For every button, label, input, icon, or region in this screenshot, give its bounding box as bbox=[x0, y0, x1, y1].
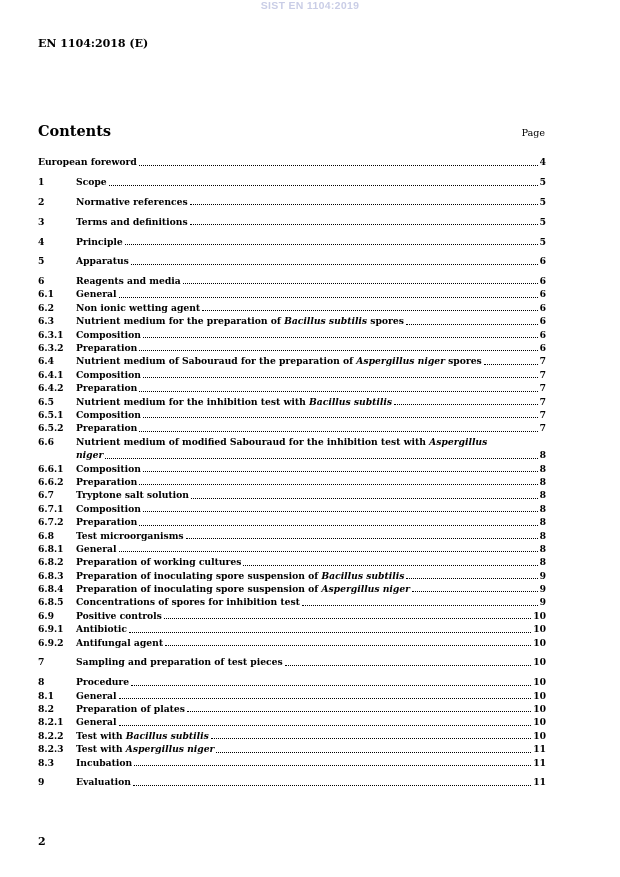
toc-leader-dots bbox=[484, 364, 538, 365]
toc-entry-number: 6.6 bbox=[38, 436, 54, 448]
toc-entry-title-italic: Bacillus subtilis bbox=[309, 396, 393, 408]
toc-entry-title-text: Antibiotic bbox=[76, 624, 127, 636]
toc-leader-dots bbox=[187, 711, 531, 712]
toc-leader-dots bbox=[139, 165, 538, 166]
toc-entry-title bbox=[76, 370, 141, 381]
toc-entry-page: 7 bbox=[539, 383, 546, 395]
toc-entry-page: 11 bbox=[533, 744, 546, 756]
toc-leader-dots bbox=[105, 458, 537, 459]
toc-entry[interactable] bbox=[38, 608, 546, 621]
toc-entry-page: 8 bbox=[539, 503, 546, 515]
toc-entry-number: 8.3 bbox=[38, 757, 54, 769]
toc-entry-title-text: Antifungal agent bbox=[76, 637, 164, 649]
toc-entry-page: 10 bbox=[533, 730, 546, 742]
page-column-label: Page bbox=[521, 128, 545, 139]
toc-leader-dots bbox=[406, 578, 537, 579]
toc-entry-title-text: Non ionic wetting agent bbox=[76, 302, 201, 314]
toc-entry-page: 10 bbox=[533, 703, 546, 715]
toc-entry[interactable] bbox=[38, 214, 546, 227]
toc-entry-page: 9 bbox=[539, 584, 546, 596]
toc-entry-number: 6.6.2 bbox=[38, 476, 64, 488]
toc-entry-number: 8.2.1 bbox=[38, 717, 64, 729]
toc-entry-number: 6.3.1 bbox=[38, 329, 64, 341]
toc-leader-dots bbox=[211, 738, 531, 739]
toc-leader-dots bbox=[285, 665, 532, 666]
toc-entry-title-text: Nutrient medium of modified Sabouraud for the inhibition test with bbox=[76, 436, 430, 448]
toc-leader-dots bbox=[190, 224, 538, 225]
toc-entry-page: 6 bbox=[539, 289, 546, 301]
toc-entry[interactable] bbox=[38, 234, 546, 247]
toc-entry-number: 8.1 bbox=[38, 690, 54, 702]
toc-leader-dots bbox=[202, 310, 537, 311]
toc-entry-page: 8 bbox=[539, 476, 546, 488]
toc-leader-dots bbox=[143, 511, 538, 512]
document-id: EN 1104:2018 (E) bbox=[38, 37, 149, 50]
footer-page-number: 2 bbox=[38, 835, 46, 848]
toc-entry-number: 6 bbox=[38, 276, 45, 288]
toc-entry[interactable] bbox=[38, 501, 546, 514]
toc-entry-title bbox=[76, 383, 137, 394]
toc-entry-title bbox=[76, 256, 129, 267]
toc-entry-page: 10 bbox=[533, 624, 546, 636]
toc-entry[interactable] bbox=[38, 775, 546, 788]
toc-entry-title-italic: Aspergillus bbox=[429, 436, 488, 448]
toc-entry-title-text: Preparation bbox=[76, 476, 138, 488]
toc-entry-title bbox=[38, 157, 137, 168]
toc-entry[interactable] bbox=[38, 421, 546, 434]
toc-entry-title bbox=[76, 397, 392, 408]
toc-entry-page: 9 bbox=[539, 597, 546, 609]
toc-leader-dots bbox=[139, 431, 537, 432]
toc-leader-dots bbox=[139, 350, 537, 351]
toc-entry-number: 6.7 bbox=[38, 490, 54, 502]
toc-entry[interactable] bbox=[38, 582, 546, 595]
toc-leader-dots bbox=[119, 551, 538, 552]
toc-entry-title bbox=[76, 744, 214, 755]
toc-leader-dots bbox=[133, 785, 531, 786]
toc-entry-page: 8 bbox=[539, 557, 546, 569]
toc-entry-page: 9 bbox=[539, 570, 546, 582]
toc-entry-title-text: Preparation of inoculating spore suspension of bbox=[76, 584, 322, 596]
toc-leader-dots bbox=[131, 264, 538, 265]
toc-leader-dots bbox=[143, 337, 538, 338]
toc-entry-number: 6.8.3 bbox=[38, 570, 64, 582]
toc-entry-title bbox=[76, 584, 410, 595]
toc-entry-title-text: Preparation of inoculating spore suspension of bbox=[76, 570, 322, 582]
toc-entry-number: 3 bbox=[38, 216, 45, 228]
toc-entry-title bbox=[76, 197, 188, 208]
toc-entry-title-italic: Aspergillus niger bbox=[321, 584, 411, 596]
toc-leader-dots bbox=[302, 605, 538, 606]
toc-entry[interactable] bbox=[38, 195, 546, 208]
toc-entry-title-text: Scope bbox=[76, 177, 107, 189]
toc-entry-title-text: Incubation bbox=[76, 757, 133, 769]
toc-leader-dots bbox=[186, 538, 538, 539]
toc-entry-number: 6.8.1 bbox=[38, 543, 64, 555]
toc-entry-title bbox=[76, 276, 181, 287]
toc-entry-title-text: Composition bbox=[76, 329, 141, 341]
toc-entry-page: 8 bbox=[539, 450, 546, 462]
toc-entry-page: 5 bbox=[539, 196, 546, 208]
toc-entry[interactable] bbox=[38, 155, 546, 168]
toc-entry[interactable] bbox=[38, 354, 546, 367]
toc-entry-title-text: Test with bbox=[76, 744, 126, 756]
toc-entry-number: 6.3 bbox=[38, 316, 54, 328]
toc-entry-page: 7 bbox=[539, 396, 546, 408]
toc-leader-dots bbox=[119, 725, 532, 726]
toc-leader-dots bbox=[216, 752, 531, 753]
toc-entry-title-italic: Bacillus subtilis bbox=[321, 570, 405, 582]
toc-entry-title-text: Preparation bbox=[76, 423, 138, 435]
toc-entry[interactable] bbox=[38, 394, 546, 407]
toc-entry-number: 7 bbox=[38, 657, 45, 669]
toc-leader-dots bbox=[139, 391, 537, 392]
toc-entry[interactable] bbox=[38, 715, 546, 728]
toc-entry-number: 6.6.1 bbox=[38, 463, 64, 475]
toc-entry-title bbox=[76, 544, 117, 555]
toc-entry-page: 4 bbox=[539, 157, 546, 169]
toc-entry-page: 8 bbox=[539, 463, 546, 475]
toc-entry[interactable] bbox=[38, 622, 546, 635]
toc-entry-title-italic: Aspergillus niger bbox=[356, 356, 445, 368]
toc-entry[interactable] bbox=[38, 675, 546, 688]
toc-entry-number: 6.8.2 bbox=[38, 557, 64, 569]
toc-entry[interactable] bbox=[38, 274, 546, 287]
toc-entry-title-text: Composition bbox=[76, 463, 141, 475]
toc-entry-title-text: Preparation bbox=[76, 383, 138, 395]
toc-entry[interactable] bbox=[38, 555, 546, 568]
toc-entry-number: 6.1 bbox=[38, 289, 54, 301]
toc-entry-title-text: Tryptone salt solution bbox=[76, 490, 189, 502]
toc-entry-title-text: Nutrient medium for the preparation of bbox=[76, 316, 285, 328]
toc-entry-title bbox=[76, 450, 103, 461]
toc-leader-dots bbox=[125, 244, 538, 245]
toc-entry-page: 5 bbox=[539, 177, 546, 189]
toc-entry[interactable] bbox=[38, 655, 546, 668]
toc-entry-title bbox=[76, 704, 185, 715]
toc-leader-dots bbox=[131, 685, 531, 686]
toc-entry-title-text: Reagents and media bbox=[76, 276, 181, 288]
toc-entry[interactable] bbox=[38, 448, 546, 461]
toc-entry-title-text: European foreword bbox=[38, 157, 137, 169]
toc-entry-number: 4 bbox=[38, 236, 45, 248]
toc-entry-title-text: Test with bbox=[76, 730, 126, 742]
toc-entry[interactable] bbox=[38, 568, 546, 581]
toc-entry-page: 5 bbox=[539, 216, 546, 228]
toc-leader-dots bbox=[190, 204, 538, 205]
toc-entry-title-text: Preparation bbox=[76, 517, 138, 529]
toc-entry[interactable] bbox=[38, 515, 546, 528]
toc-entry-number: 6.4.2 bbox=[38, 383, 64, 395]
toc-entry[interactable] bbox=[38, 475, 546, 488]
toc-entry-title-text: Principle bbox=[76, 236, 123, 248]
toc-leader-dots bbox=[183, 283, 538, 284]
toc-entry-title bbox=[76, 356, 482, 367]
toc-entry-page: 10 bbox=[533, 717, 546, 729]
toc-leader-dots bbox=[191, 498, 538, 499]
toc-entry-page: 11 bbox=[533, 777, 546, 789]
toc-entry[interactable] bbox=[38, 528, 546, 541]
toc-entry-number: 8.2 bbox=[38, 703, 54, 715]
toc-leader-dots bbox=[139, 525, 537, 526]
toc-leader-dots bbox=[119, 698, 532, 699]
toc-entry-number: 6.8.4 bbox=[38, 584, 64, 596]
toc-entry[interactable] bbox=[38, 367, 546, 380]
toc-entry-title-text: Preparation bbox=[76, 343, 138, 355]
toc-entry-title-italic: niger bbox=[76, 450, 104, 462]
toc-entry-number: 6.5.1 bbox=[38, 409, 64, 421]
toc-leader-dots bbox=[143, 471, 538, 472]
toc-entry[interactable] bbox=[38, 728, 546, 741]
toc-entry-title-text: spores bbox=[367, 316, 404, 328]
toc-entry-number: 6.5.2 bbox=[38, 423, 64, 435]
toc-entry[interactable] bbox=[38, 635, 546, 648]
table-of-contents bbox=[38, 155, 546, 788]
toc-entry-page: 8 bbox=[539, 517, 546, 529]
toc-entry-title bbox=[76, 464, 141, 475]
toc-entry-number: 6.7.2 bbox=[38, 517, 64, 529]
toc-entry[interactable] bbox=[38, 688, 546, 701]
toc-entry[interactable] bbox=[38, 327, 546, 340]
toc-entry-title bbox=[76, 437, 487, 448]
toc-entry-title bbox=[76, 777, 131, 788]
toc-entry-number: 9 bbox=[38, 777, 45, 789]
toc-entry-number: 6.9 bbox=[38, 610, 54, 622]
toc-entry-title bbox=[76, 624, 127, 635]
toc-entry-title-text: Preparation of plates bbox=[76, 703, 185, 715]
toc-entry-title-text: spores bbox=[444, 356, 482, 368]
toc-entry-title bbox=[76, 517, 137, 528]
toc-entry-title bbox=[76, 758, 132, 769]
toc-entry[interactable] bbox=[38, 314, 546, 327]
toc-leader-dots bbox=[243, 565, 537, 566]
toc-entry-title bbox=[76, 731, 209, 742]
toc-entry-title-text: Nutrient medium for the inhibition test with bbox=[76, 396, 310, 408]
toc-entry-title bbox=[76, 504, 141, 515]
toc-entry-title-italic: Bacillus subtilis bbox=[125, 730, 209, 742]
toc-leader-dots bbox=[143, 377, 538, 378]
toc-entry-number: 6.3.2 bbox=[38, 343, 64, 355]
toc-entry[interactable] bbox=[38, 175, 546, 188]
toc-entry-title-italic: Bacillus subtilis bbox=[284, 316, 368, 328]
toc-entry-title-text: Positive controls bbox=[76, 610, 162, 622]
toc-entry-title-text: Composition bbox=[76, 409, 141, 421]
watermark: SIST EN 1104:2019 bbox=[260, 0, 360, 12]
toc-leader-dots bbox=[165, 645, 531, 646]
toc-entry-number: 5 bbox=[38, 256, 45, 268]
toc-entry[interactable] bbox=[38, 742, 546, 755]
toc-entry[interactable] bbox=[38, 300, 546, 313]
toc-entry-page: 10 bbox=[533, 657, 546, 669]
toc-entry-title-text: Nutrient medium of Sabouraud for the preparation of bbox=[76, 356, 357, 368]
toc-entry-page: 10 bbox=[533, 610, 546, 622]
toc-entry-title bbox=[76, 677, 129, 688]
toc-entry-page: 10 bbox=[533, 690, 546, 702]
toc-entry-title bbox=[76, 611, 162, 622]
toc-entry-page: 6 bbox=[539, 302, 546, 314]
toc-entry-page: 6 bbox=[539, 276, 546, 288]
toc-leader-dots bbox=[139, 484, 537, 485]
toc-entry-title-text: Preparation of working cultures bbox=[76, 557, 242, 569]
toc-entry-page: 6 bbox=[539, 316, 546, 328]
toc-entry[interactable] bbox=[38, 287, 546, 300]
toc-entry-page: 7 bbox=[539, 423, 546, 435]
toc-entry-title bbox=[76, 289, 117, 300]
toc-entry-title bbox=[76, 316, 404, 327]
toc-entry-title-text: General bbox=[76, 690, 117, 702]
toc-entry[interactable] bbox=[38, 542, 546, 555]
toc-entry-title bbox=[76, 657, 283, 668]
toc-entry-page: 6 bbox=[539, 256, 546, 268]
toc-entry-page: 11 bbox=[533, 757, 546, 769]
toc-entry-page: 6 bbox=[539, 329, 546, 341]
toc-entry-number: 6.8.5 bbox=[38, 597, 64, 609]
toc-entry-title-italic: Aspergillus niger bbox=[125, 744, 215, 756]
toc-entry-title bbox=[76, 717, 117, 728]
toc-entry[interactable] bbox=[38, 488, 546, 501]
toc-entry-number: 6.4.1 bbox=[38, 369, 64, 381]
toc-leader-dots bbox=[119, 297, 538, 298]
toc-entry[interactable] bbox=[38, 254, 546, 267]
toc-entry-title bbox=[76, 303, 200, 314]
toc-entry-title bbox=[76, 177, 107, 188]
toc-entry-number: 6.2 bbox=[38, 302, 54, 314]
toc-entry-number: 8 bbox=[38, 677, 45, 689]
toc-entry-page: 10 bbox=[533, 677, 546, 689]
toc-entry-title-text: Normative references bbox=[76, 196, 188, 208]
toc-entry-page: 8 bbox=[539, 530, 546, 542]
toc-entry-title-text: Terms and definitions bbox=[76, 216, 188, 228]
toc-leader-dots bbox=[406, 324, 538, 325]
toc-entry-title bbox=[76, 691, 117, 702]
toc-entry-title-text: Apparatus bbox=[76, 256, 129, 268]
toc-leader-dots bbox=[109, 185, 538, 186]
toc-entry-number: 8.2.2 bbox=[38, 730, 64, 742]
toc-entry-number: 6.9.2 bbox=[38, 637, 64, 649]
toc-entry-title bbox=[76, 217, 188, 228]
toc-entry-title-text: Composition bbox=[76, 503, 141, 515]
toc-entry-number: 6.5 bbox=[38, 396, 54, 408]
toc-entry-title-text: General bbox=[76, 717, 117, 729]
toc-entry-title-text: Composition bbox=[76, 369, 141, 381]
toc-entry-title-text: General bbox=[76, 289, 117, 301]
toc-entry-page: 10 bbox=[533, 637, 546, 649]
toc-entry-title-text: Sampling and preparation of test pieces bbox=[76, 657, 283, 669]
toc-entry[interactable] bbox=[38, 381, 546, 394]
toc-leader-dots bbox=[129, 632, 531, 633]
toc-entry[interactable] bbox=[38, 341, 546, 354]
toc-entry-title bbox=[76, 330, 141, 341]
toc-entry-title bbox=[76, 410, 141, 421]
toc-entry-title bbox=[76, 531, 184, 542]
toc-entry-title bbox=[76, 477, 137, 488]
toc-entry[interactable] bbox=[38, 755, 546, 768]
toc-entry-title bbox=[76, 638, 163, 649]
toc-entry[interactable] bbox=[38, 434, 546, 447]
toc-entry-title bbox=[76, 423, 137, 434]
toc-entry-title bbox=[76, 343, 137, 354]
toc-entry-title-text: Test microorganisms bbox=[76, 530, 184, 542]
toc-entry-number: 1 bbox=[38, 177, 45, 189]
toc-entry-number: 6.7.1 bbox=[38, 503, 64, 515]
toc-entry-title bbox=[76, 571, 404, 582]
toc-entry-title bbox=[76, 557, 241, 568]
toc-entry[interactable] bbox=[38, 702, 546, 715]
toc-leader-dots bbox=[394, 404, 538, 405]
toc-entry-page: 6 bbox=[539, 343, 546, 355]
toc-entry-page: 7 bbox=[539, 356, 546, 368]
toc-entry[interactable] bbox=[38, 408, 546, 421]
toc-entry-number: 6.8 bbox=[38, 530, 54, 542]
toc-leader-dots bbox=[164, 618, 531, 619]
toc-entry[interactable] bbox=[38, 461, 546, 474]
toc-entry-title-text: General bbox=[76, 543, 117, 555]
toc-entry[interactable] bbox=[38, 595, 546, 608]
toc-entry-page: 7 bbox=[539, 409, 546, 421]
toc-entry-number: 6.9.1 bbox=[38, 624, 64, 636]
toc-entry-page: 7 bbox=[539, 369, 546, 381]
toc-entry-title bbox=[76, 597, 300, 608]
toc-entry-title-text: Concentrations of spores for inhibition test bbox=[76, 597, 300, 609]
toc-entry-number: 2 bbox=[38, 196, 45, 208]
toc-entry-title-text: Evaluation bbox=[76, 777, 131, 789]
toc-entry-title bbox=[76, 237, 123, 248]
toc-entry-title-text: Procedure bbox=[76, 677, 130, 689]
toc-leader-dots bbox=[134, 765, 531, 766]
toc-entry-title bbox=[76, 490, 189, 501]
page-title: Contents bbox=[38, 123, 112, 140]
toc-entry-number: 8.2.3 bbox=[38, 744, 64, 756]
toc-entry-page: 8 bbox=[539, 490, 546, 502]
toc-leader-dots bbox=[143, 417, 538, 418]
toc-entry-number: 6.4 bbox=[38, 356, 54, 368]
toc-leader-dots bbox=[412, 591, 538, 592]
toc-entry-page: 8 bbox=[539, 543, 546, 555]
toc-entry-page: 5 bbox=[539, 236, 546, 248]
